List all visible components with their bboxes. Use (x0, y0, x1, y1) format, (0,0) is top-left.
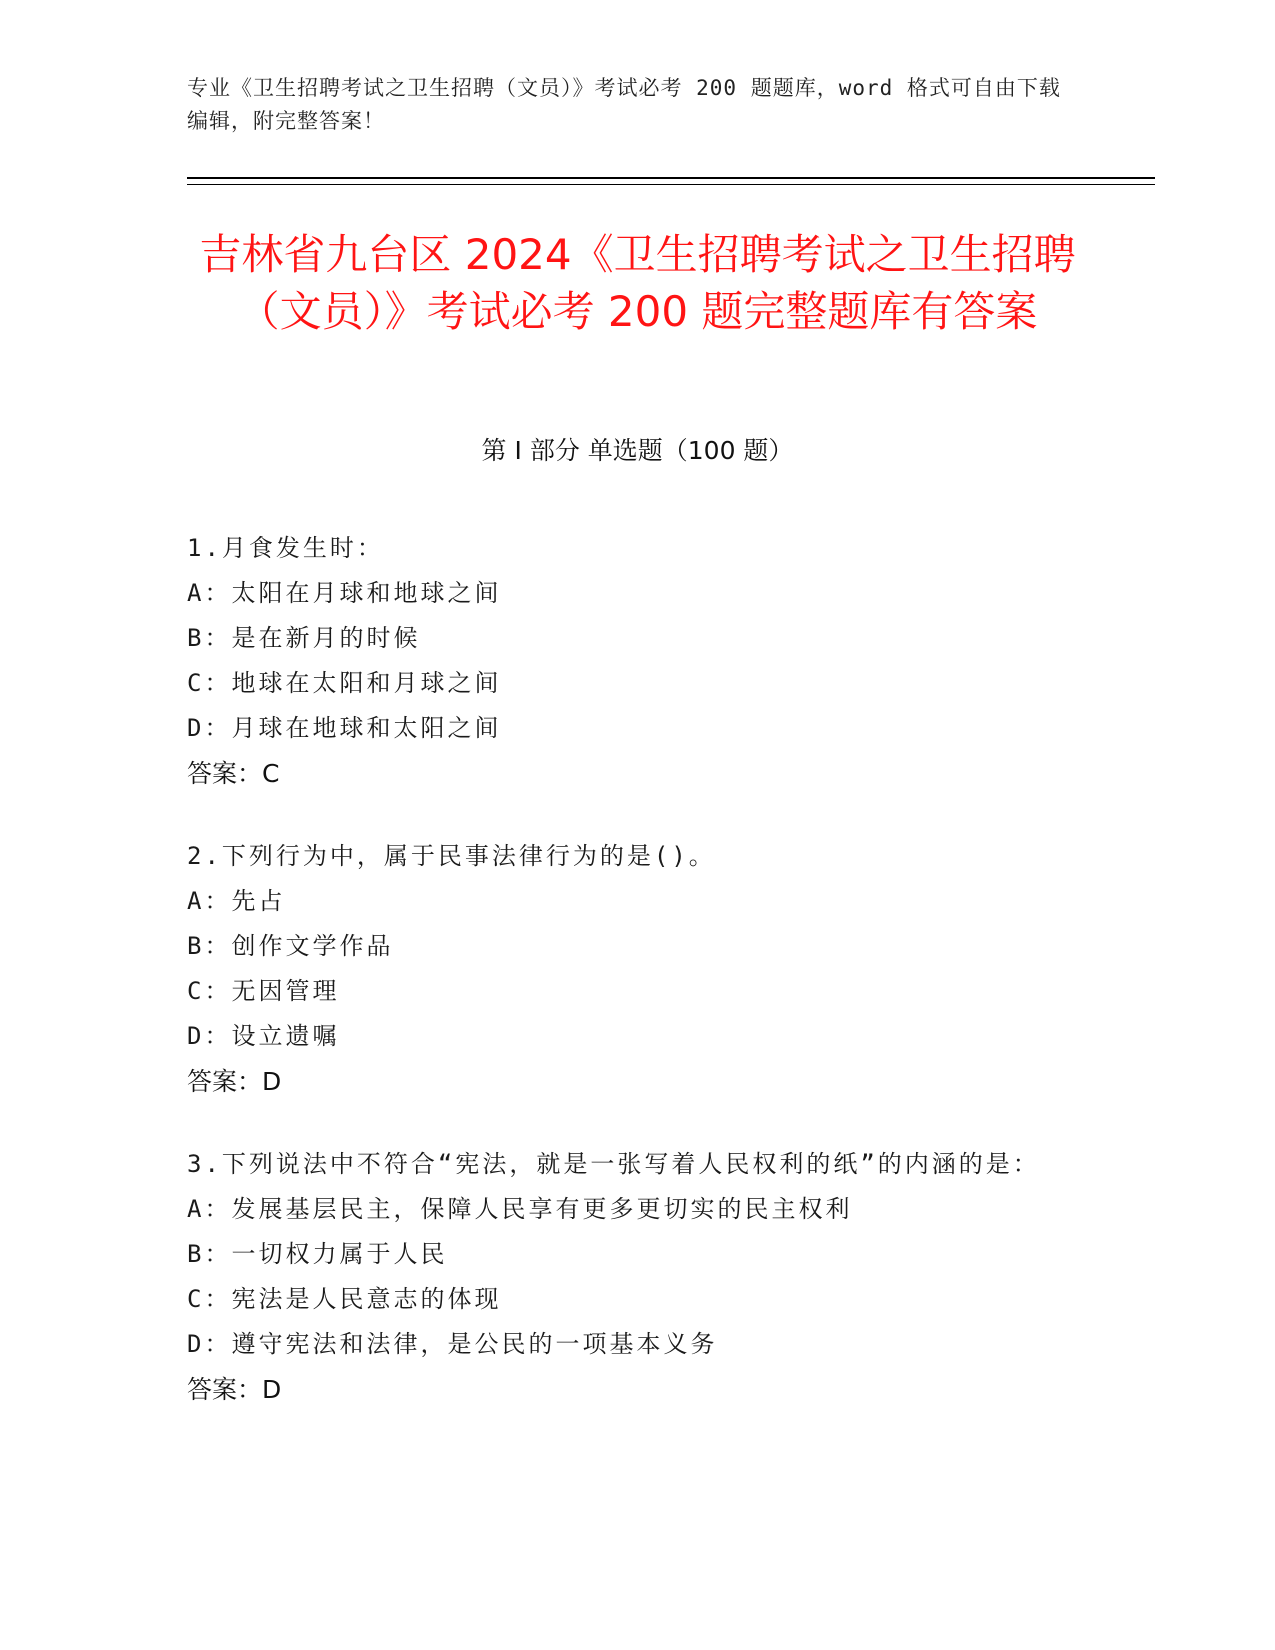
answer: 答案：C (187, 759, 280, 788)
option-c: C：宪法是人民意志的体现 (187, 1285, 502, 1313)
question-stem: 2.下列行为中，属于民事法律行为的是()。 (187, 842, 716, 870)
option-a: A：太阳在月球和地球之间 (187, 579, 502, 607)
option-c: C：无因管理 (187, 977, 340, 1005)
document-title: 吉林省九台区 2024《卫生招聘考试之卫生招聘（文员）》考试必考 200 题完整题库有答案 (199, 230, 1076, 336)
question-list (187, 526, 1087, 1450)
option-b: B：一切权力属于人民 (187, 1240, 448, 1268)
option-c: C：地球在太阳和月球之间 (187, 669, 502, 697)
question-2 (187, 834, 1087, 1104)
option-b: B：是在新月的时候 (187, 624, 421, 652)
header-rule-thick (187, 177, 1155, 179)
question-3 (187, 1142, 1087, 1412)
option-a: A：先占 (187, 887, 286, 915)
option-d: D：设立遗嘱 (187, 1022, 340, 1050)
answer: 答案：D (187, 1375, 282, 1404)
option-b: B：创作文学作品 (187, 932, 394, 960)
question-1 (187, 526, 1087, 796)
question-stem: 3.下列说法中不符合“宪法，就是一张写着人民权利的纸”的内涵的是： (187, 1150, 1040, 1178)
section-title: 第 I 部分 单选题（100 题） (481, 436, 794, 465)
option-d: D：月球在地球和太阳之间 (187, 714, 502, 742)
question-stem: 1.月食发生时： (187, 534, 384, 562)
answer: 答案：D (187, 1067, 282, 1096)
option-a: A：发展基层民主，保障人民享有更多更切实的民主权利 (187, 1195, 853, 1223)
header-rule-thin (187, 184, 1155, 185)
header-note: 专业《卫生招聘考试之卫生招聘（文员）》考试必考 200 题题库，word 格式可自由下载编辑，附完整答案！ (187, 76, 1061, 133)
option-d: D：遵守宪法和法律，是公民的一项基本义务 (187, 1330, 718, 1358)
